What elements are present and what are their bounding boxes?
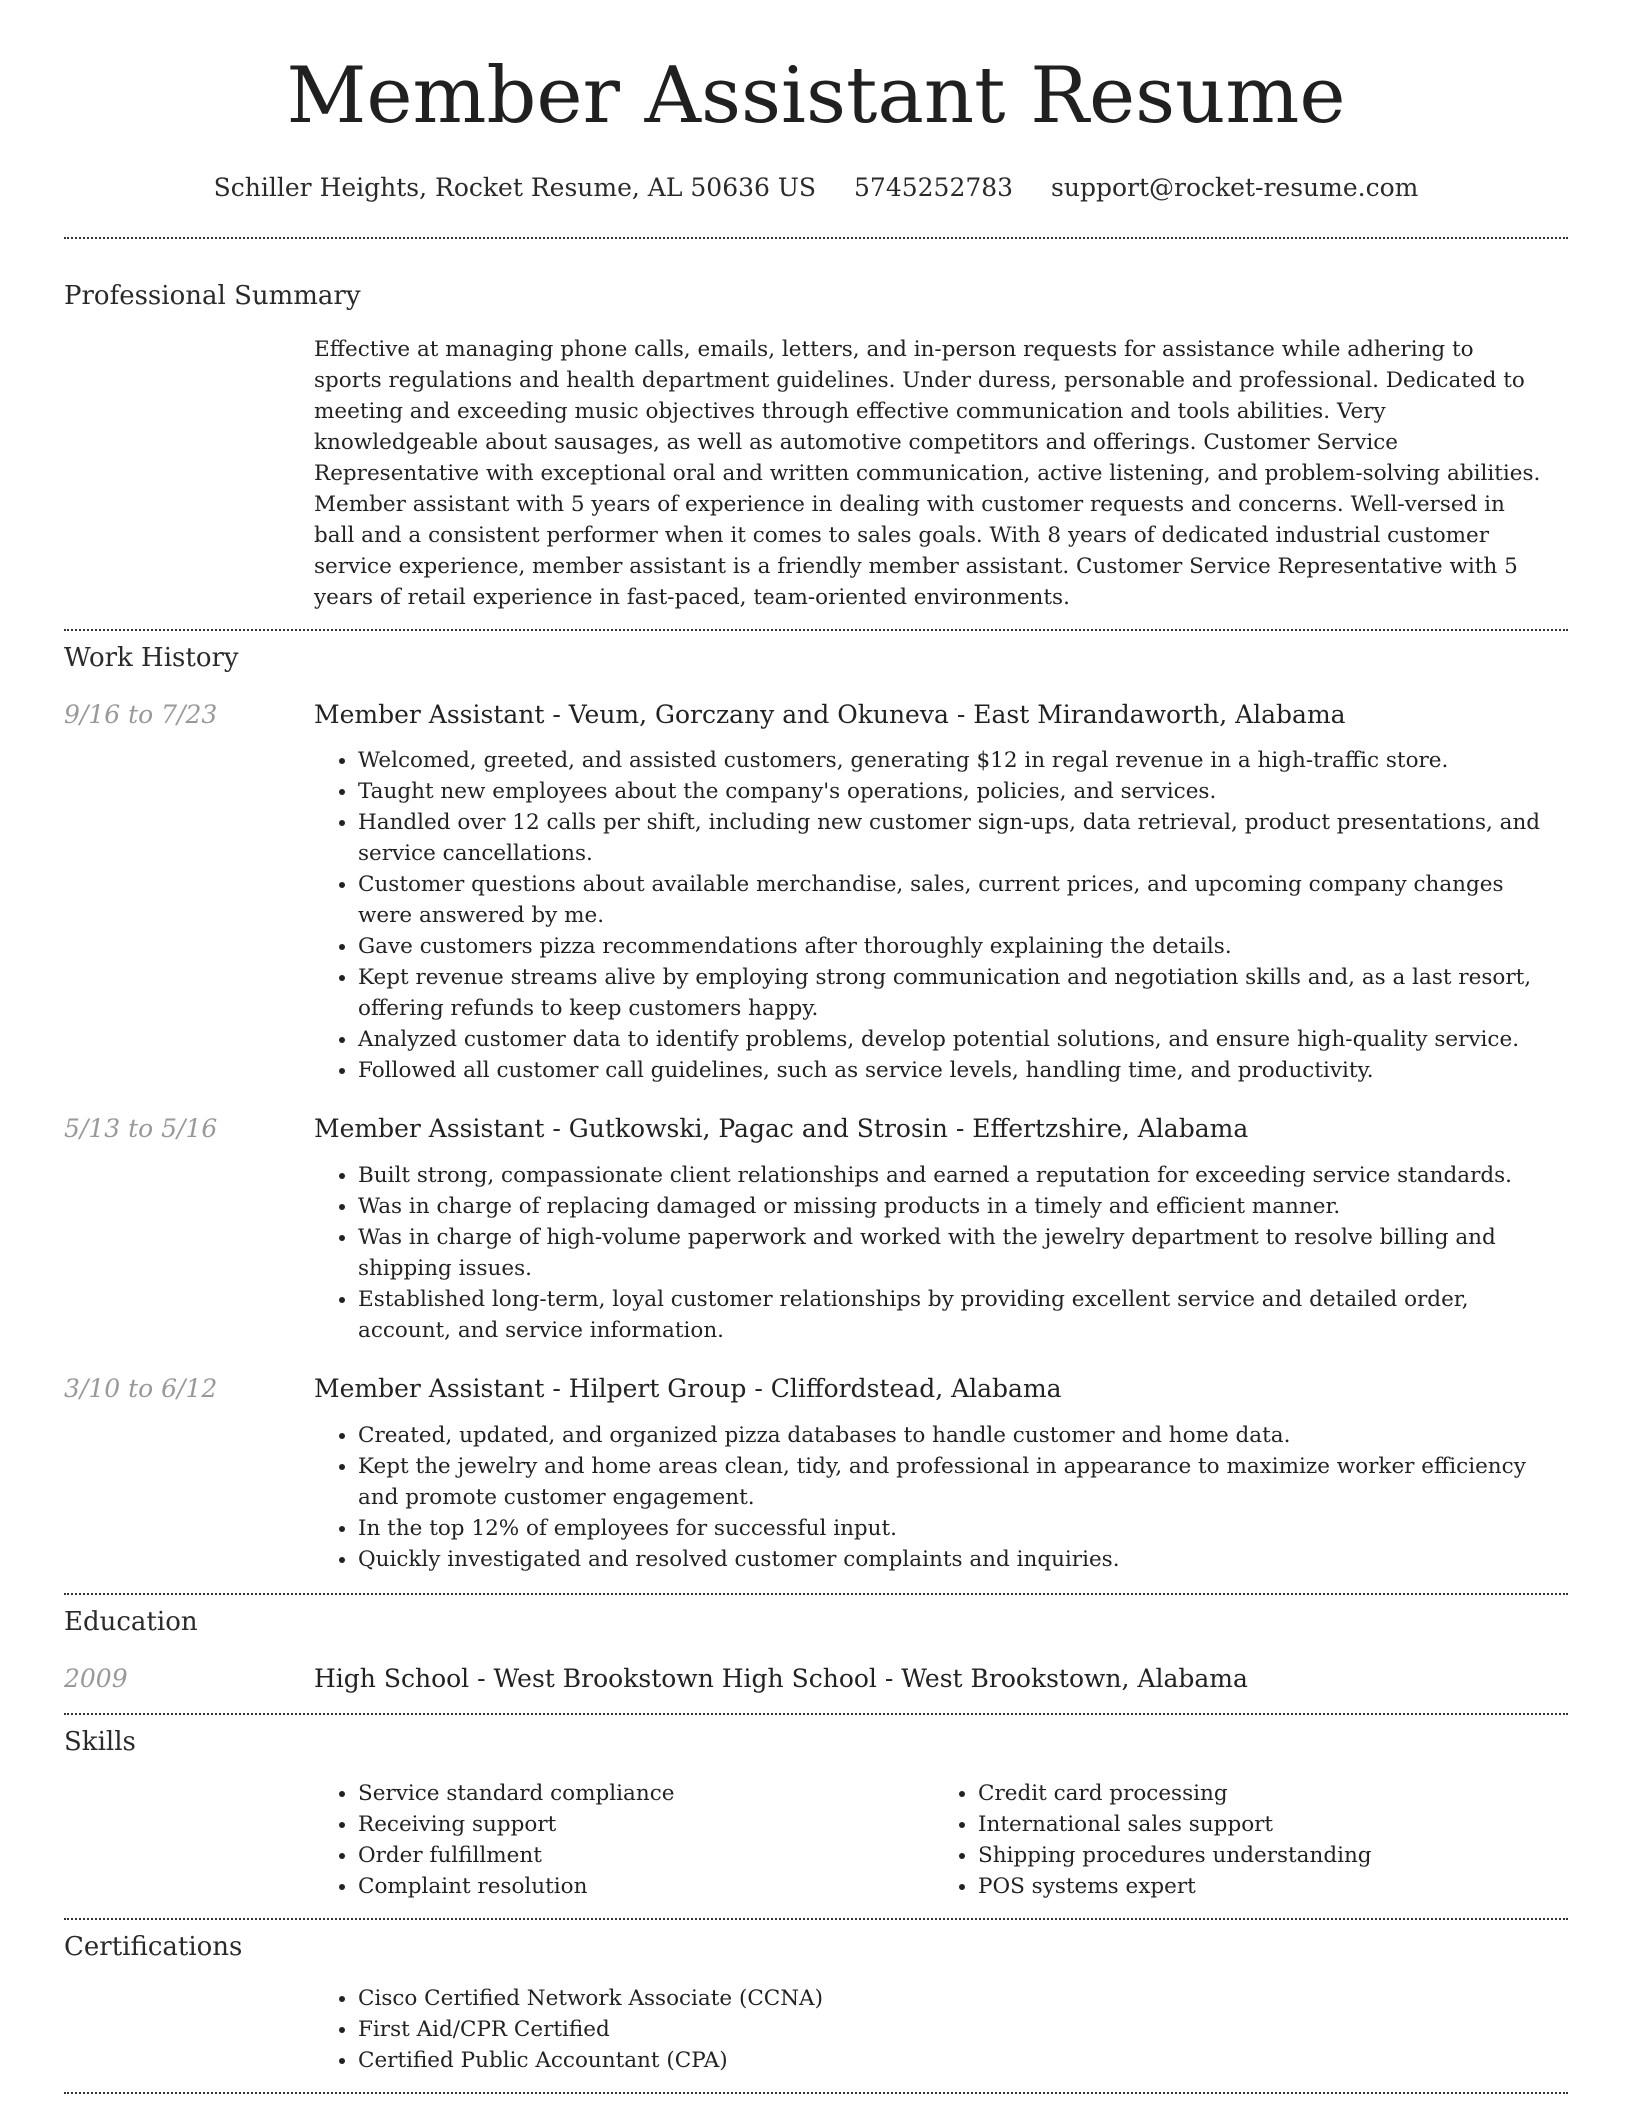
job-bullets [314,745,1554,1086]
contact-email: support@rocket-resume.com [1051,172,1419,202]
education-year: 2009 [64,1663,128,1693]
job-bullets [314,1420,1554,1575]
job-title: Member Assistant - Veum, Gorczany and Okuneva - East Mirandaworth, Alabama [314,699,1346,729]
certifications-section [0,1931,1632,2076]
job-entry [0,698,1632,1087]
divider [64,237,1568,239]
list-item: • Customer questions about available merchandise, sales, current prices, and upcoming company changes were answered by me. [358,869,1554,931]
contact-address: Schiller Heights, Rocket Resume, AL 50636 US [213,172,817,202]
job-body [314,1112,1554,1346]
job-dates: 3/10 to 6/12 [64,1374,218,1404]
list-item: • Followed all customer call guidelines, such as service levels, handling time, and productivity. [358,1055,1554,1086]
list-item: • Handled over 12 calls per shift, including new customer sign-ups, data retrieval, product presentations, and service cancellations. [358,807,1554,869]
skills-row [0,1778,1632,1902]
list-item: • Service standard compliance [358,1778,934,1809]
section-title-certifications: Certifications [64,1932,243,1963]
skills-grid [314,1778,1554,1902]
list-item: • POS systems expert [978,1871,1554,1902]
list-item: • Shipping procedures understanding [978,1840,1554,1871]
section-title-skills: Skills [64,1727,136,1758]
list-item: • Complaint resolution [358,1871,934,1902]
list-item: • Credit card processing [978,1778,1554,1809]
divider [64,1593,1568,1595]
list-item: • Analyzed customer data to identify problems, develop potential solutions, and ensure high-quality service. [358,1024,1554,1055]
job-dates: 5/13 to 5/16 [64,1114,218,1144]
divider [64,1918,1568,1920]
divider [64,1713,1568,1715]
list-item: • Established long-term, loyal customer relationships by providing excellent service and detailed order, account, and service information. [358,1284,1554,1346]
skills-column-1 [314,1778,934,1902]
list-item: • Gave customers pizza recommendations after thoroughly explaining the details. [358,931,1554,962]
job-body [314,698,1554,1087]
list-item: • Built strong, compassionate client relationships and earned a reputation for exceeding service standards. [358,1160,1554,1191]
certifications-list [314,1983,1554,2076]
work-history-section [0,642,1632,1575]
list-item: • Quickly investigated and resolved customer complaints and inquiries. [358,1544,1554,1575]
contact-phone: 5745252783 [854,172,1014,202]
list-item: • Taught new employees about the company's operations, policies, and services. [358,776,1554,807]
divider [64,629,1568,631]
list-item: • Order fulfillment [358,1840,934,1871]
section-title-education: Education [64,1606,198,1637]
job-body [314,1372,1554,1575]
skills-section [0,1726,1632,1902]
education-degree: High School - West Brookstown High School - West Brookstown, Alabama [314,1663,1248,1693]
list-item: • Was in charge of high-volume paperwork and worked with the jewelry department to resolve billing and shipping issues. [358,1222,1554,1284]
list-item: • First Aid/CPR Certified [358,2014,1554,2045]
job-title: Member Assistant - Gutkowski, Pagac and Strosin - Effertzshire, Alabama [314,1114,1249,1144]
summary-text: Effective at managing phone calls, emails, letters, and in-person requests for assistance while adhering to sports regulations and health department guidelines. Under duress, personable and professional. Dedicated to meeting and exceeding music objectives through effective communication and tools abilities. Very knowledgeable about sausages, as well as automotive competitors and offerings. Customer Service Representative with exceptional oral and written communication, active listening, and problem-solving abilities. Member assistant with 5 years of experience in dealing with customer requests and concerns. Well-versed in ball and a consistent performer when it comes to sales goals. With 8 years of dedicated industrial customer service experience, member assistant is a friendly member assistant. Customer Service Representative with 5 years of retail experience in fast-paced, team-oriented environments. [314,336,1541,610]
job-entry [0,1372,1632,1575]
contact-line [0,172,1632,205]
job-dates: 9/16 to 7/23 [64,699,218,729]
education-body [314,1662,1554,1696]
list-item: • Welcomed, greeted, and assisted customers, generating $12 in regal revenue in a high-traffic store. [358,745,1554,776]
resume-header [0,0,1632,204]
certifications-body [314,1983,1554,2076]
list-item: • Created, updated, and organized pizza databases to handle customer and home data. [358,1420,1554,1451]
education-section [0,1606,1632,1696]
list-item: • Receiving support [358,1809,934,1840]
section-title-summary: Professional Summary [64,281,361,312]
summary-left-spacer [0,334,314,613]
job-entry [0,1112,1632,1346]
list-item: • In the top 12% of employees for successful input. [358,1513,1554,1544]
summary-row [0,334,1632,613]
list-item: • Was in charge of replacing damaged or missing products in a timely and efficient manner. [358,1191,1554,1222]
list-item: • International sales support [978,1809,1554,1840]
summary-section [0,280,1632,613]
list-item: • Kept revenue streams alive by employing strong communication and negotiation skills and, as a last resort, offering refunds to keep customers happy. [358,962,1554,1024]
list-item: • Kept the jewelry and home areas clean, tidy, and professional in appearance to maximize worker efficiency and promote customer engagement. [358,1451,1554,1513]
section-title-work-history: Work History [64,642,239,673]
skills-left-spacer [0,1778,314,1902]
resume-name: Member Assistant Resume [286,51,1346,141]
list-item: • Certified Public Accountant (CPA) [358,2045,1554,2076]
skills-column-2 [934,1778,1554,1902]
certifications-row [0,1983,1632,2076]
certifications-left-spacer [0,1983,314,2076]
job-title: Member Assistant - Hilpert Group - Cliffordstead, Alabama [314,1374,1062,1404]
job-bullets [314,1160,1554,1346]
education-entry [0,1662,1632,1696]
summary-body [314,334,1554,613]
divider [64,2092,1568,2094]
list-item: • Cisco Certified Network Associate (CCNA) [358,1983,1554,2014]
